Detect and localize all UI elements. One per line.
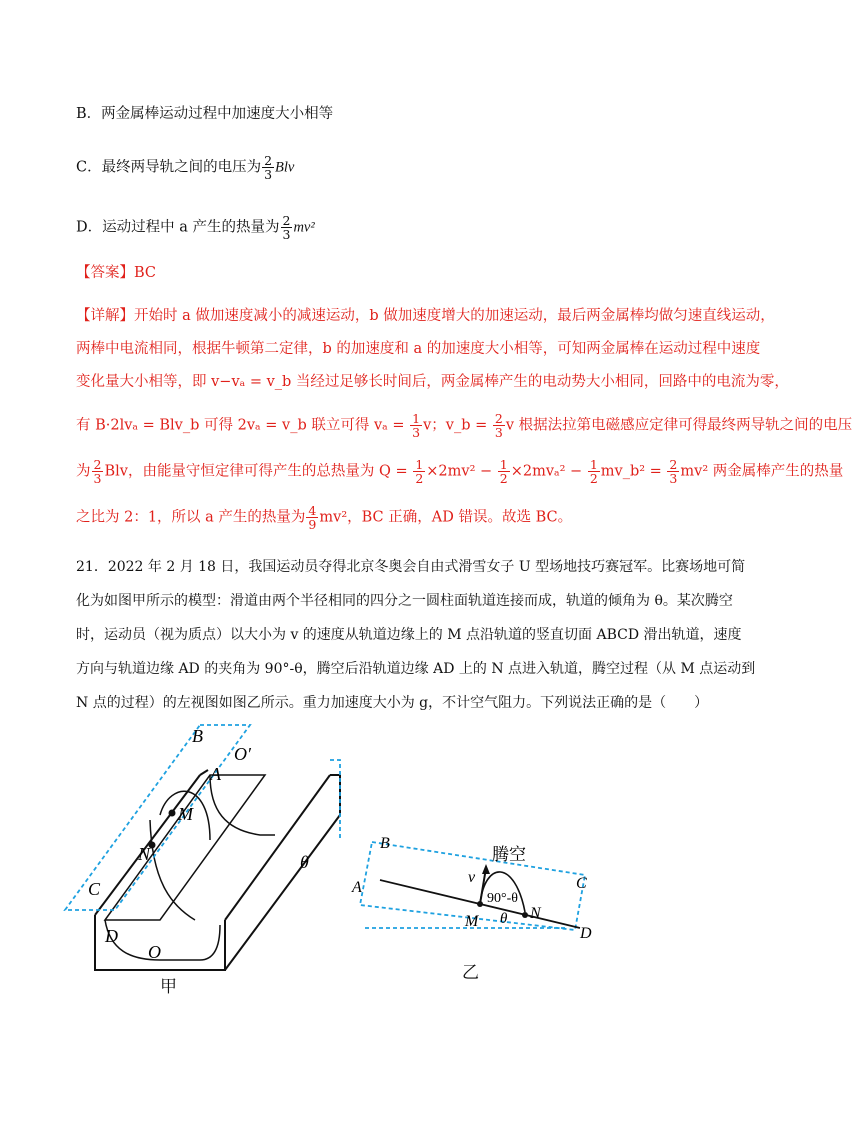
label-c: C [88,879,101,899]
caption-yi: 乙 [462,963,479,983]
label-b: B [192,726,203,746]
q21-line-3: 时，运动员（视为质点）以大小为 v 的速度从轨道边缘上的 M 点沿轨道的竖直切面 ABCD 滑出轨道，速度 [76,627,742,643]
detail-line-4: 有 B·2lvₐ = Blv_b 可得 2vₐ = v_b 联立可得 vₐ = $\frac{1}{3}$ v；v_b = $\frac{2}{3}$ v 根据法拉第电磁感应定律可得最终两导轨之间的电压 [76,411,852,440]
label-theta: θ [500,911,508,927]
label-m: M [465,913,479,930]
label-c: C [576,875,587,892]
fraction-two-thirds: $\frac{2}{3}$ [282,213,291,242]
label-o-prime: O′ [234,744,251,764]
label-d: D [580,925,592,942]
label-m: M [178,804,193,824]
detail-line-3: 变化量大小相等，即 v−vₐ = v_b 当经过足够长时间后，两金属棒产生的电动势大小相同，回路中的电流为零， [76,374,789,390]
detail-line-5: 为 $\frac{2}{3}$ Blv，由能量守恒定律可得产生的总热量为 Q = $\frac{1}{2}$ ×2mv² − $\frac{1}{2}$ ×2mvₐ² − $\frac{1}{2}$ mv_b² = $\frac{2}{3}$ mv² 两金属棒产生的热量 [76,457,844,486]
label-a: A [352,879,362,896]
label-b: B [380,835,390,852]
figure-jia [60,720,350,990]
q21-line-1: 21．2022 年 2 月 18 日，我国运动员夺得北京冬奥会自由式滑雪女子 U 型场地技巧赛冠军。比赛场地可简 [76,559,746,575]
option-c: C．最终两导轨之间的电压为 $\frac{2}{3}$ Blv [76,153,295,182]
label-n: N [530,905,541,922]
label-v: v [468,869,476,886]
point-n [522,912,528,918]
caption-jia: 甲 [160,977,177,997]
q21-line-4: 方向与轨道边缘 AD 的夹角为 90°-θ，腾空后沿轨道边缘 AD 上的 N 点进入轨道，腾空过程（从 M 点运动到 [76,661,756,677]
label-a: A [210,764,221,784]
point-m [477,901,483,907]
label-theta: θ [300,852,309,872]
label-angle: 90°-θ [487,891,518,906]
option-b: B．两金属棒运动过程中加速度大小相等 [76,106,334,122]
label-tengkong: 腾空 [492,845,526,865]
answer-label: 【答案】BC [76,265,157,281]
label-n: N [138,844,151,864]
q21-line-5: N 点的过程）的左视图如图乙所示。重力加速度大小为 g，不计空气阻力。下列说法正确的是（ ） [76,695,709,711]
fraction-two-thirds: $\frac{2}{3}$ [264,153,273,182]
detail-line-6: 之比为 2：1，所以 a 产生的热量为 $\frac{4}{9}$ mv²，BC 正确，AD 错误。故选 BC。 [76,503,573,532]
figure-yi [350,820,610,950]
q21-line-2: 化为如图甲所示的模型：滑道由两个半径相同的四分之一圆柱面轨道连接而成，轨道的倾角为 θ。某次腾空 [76,593,733,609]
point-m [169,810,176,817]
label-o: O [148,942,161,962]
option-d: D．运动过程中 a 产生的热量为 $\frac{2}{3}$ mv² [76,213,315,242]
detail-line-2: 两棒中电流相同，根据牛顿第二定律，b 的加速度和 a 的加速度大小相等，可知两金属棒在运动过程中速度 [76,341,761,357]
label-d: D [105,926,118,946]
detail-line-1: 【详解】开始时 a 做加速度减小的减速运动，b 做加速度增大的加速运动，最后两金属棒均做匀速直线运动， [76,308,775,324]
